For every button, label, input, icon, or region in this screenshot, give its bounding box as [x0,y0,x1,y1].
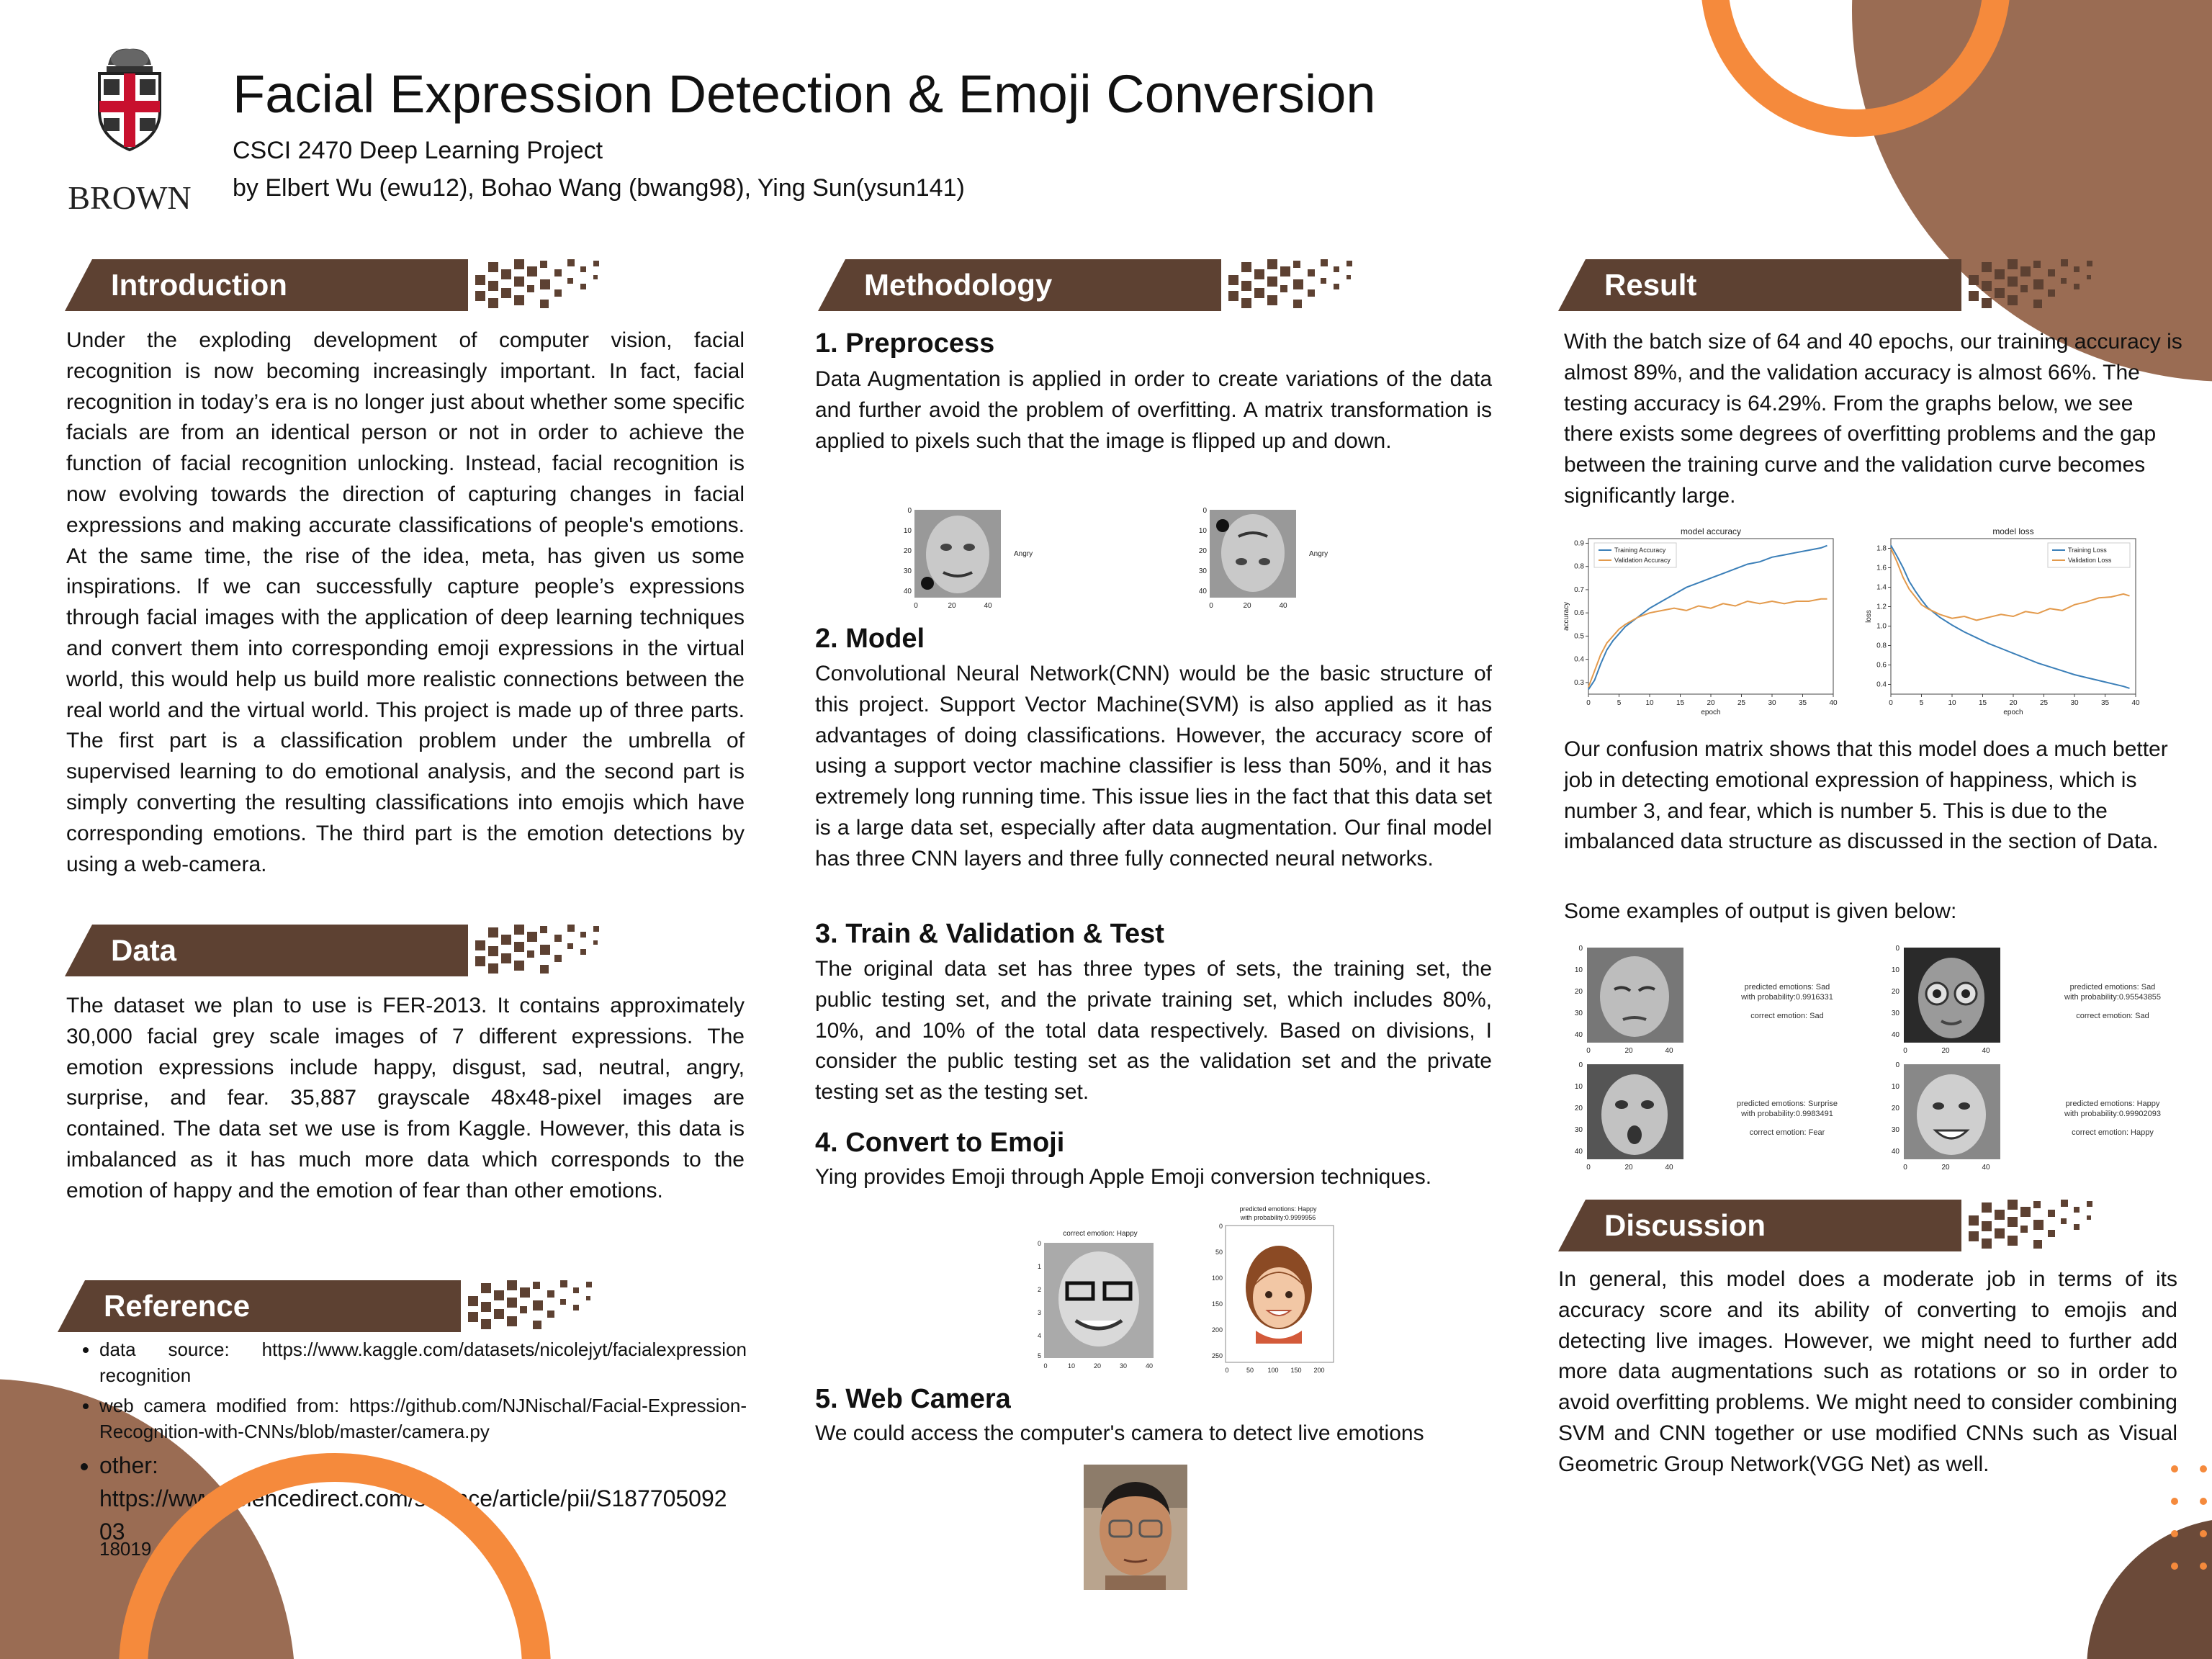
svg-text:40: 40 [1982,1047,1990,1055]
model-heading: 2. Model [815,624,925,654]
pixel-pattern-decor [1221,259,1358,311]
section-title: Reference [104,1289,251,1323]
x-tick-label: 5 [1919,699,1924,707]
svg-text:20: 20 [903,547,912,555]
svg-text:30: 30 [1574,1126,1583,1134]
x-tick-label: 40 [1829,699,1838,707]
accuracy-chart [1561,524,1849,726]
svg-text:0: 0 [907,507,912,515]
svg-text:0: 0 [1578,1061,1583,1069]
svg-text:200: 200 [1211,1326,1223,1334]
x-axis-label: epoch [1701,709,1721,716]
svg-text:correct emotion: Sad: correct emotion: Sad [2076,1012,2149,1020]
webcam-photo [1084,1465,1187,1590]
svg-text:20: 20 [1574,988,1583,996]
chart-title: model loss [1992,526,2034,536]
x-tick-label: 40 [2131,699,2140,707]
svg-text:0: 0 [1895,1061,1899,1069]
discussion-text: In general, this model does a moderate job in terms of its accuracy score and its ability of converting to emojis and detecting live images. However, we might need to further add more data augmentations such as rotations or so in order to avoid overfitting problems. We might need to consider combining SVM and CNN together or use modified CNNs such as Visual Geometric Group Network(VGG Net) as well. [1558,1267,2177,1476]
y-tick-label: 0.8 [1876,642,1887,650]
section-header-methodology [818,259,1365,311]
x-tick-label: 30 [1768,699,1776,707]
train-heading: 3. Train & Validation & Test [815,919,1164,949]
output-example [1892,945,2161,1055]
y-tick-label: 0.8 [1574,562,1584,571]
emoji-conversion-figure [1030,1202,1346,1382]
y-tick-label: 0.5 [1574,632,1584,641]
svg-text:Angry: Angry [1014,550,1033,558]
section-title: Introduction [111,268,287,302]
svg-text:30: 30 [1891,1010,1899,1017]
svg-text:1: 1 [1037,1263,1041,1270]
pixel-pattern-decor [461,1280,598,1332]
svg-text:correct emotion: Fear: correct emotion: Fear [1749,1128,1825,1137]
svg-text:20: 20 [1574,1105,1583,1112]
x-tick-label: 15 [1676,699,1685,707]
svg-text:20: 20 [1624,1047,1633,1055]
legend-label: Validation Loss [2068,557,2112,564]
svg-text:predicted emotions: Surprise: predicted emotions: Surprise [1736,1100,1838,1108]
svg-text:10: 10 [1067,1362,1076,1370]
x-tick-label: 20 [1707,699,1715,707]
emoji-text: Ying provides Emoji through Apple Emoji conversion techniques. [815,1165,1432,1189]
svg-text:30: 30 [903,567,912,575]
svg-text:30: 30 [1119,1362,1128,1370]
reference-tail: 18019 [99,1538,152,1560]
svg-text:40: 40 [1891,1148,1899,1156]
svg-text:10: 10 [903,527,912,535]
section-header-introduction [65,259,612,311]
svg-text:20: 20 [1941,1047,1950,1055]
loss-chart [1863,524,2152,726]
x-tick-label: 10 [1948,699,1956,707]
svg-text:with probability:0.99902093: with probability:0.99902093 [2064,1110,2161,1118]
introduction-text: Under the exploding development of computer vision, facial recognition is now becoming increasingly important. In fact, facial recognition in today’s era is no longer just about whether some specific facials are from an identical person or not in order to achieve the function of facial recognition unlocking. Instead, facial recognition is now evolving towards the direction of capturing changes in facial expressions and making accurate classifications of people's emotions. At the same time, the rise of the idea, meta, has given us some inspirations. If we can successfully capture people’s expressions through facial images with the application of deep learning techniques and convert them into corresponding emoji expressions in the virtual world, this would help us build more realistic connections between the real world and the virtual world. This project is made up of three parts. The first part is a classification problem under the umbrella of supervised learning to do emotional analysis, and the second part is simply converting the resulting classifications into emojis which have corresponding emotions. The third part is the emotion detections by using a web-camera. [66,328,745,876]
x-tick-label: 15 [1978,699,1987,707]
svg-text:0: 0 [1209,602,1213,610]
reference-item: • web camera modified from: https://github.com/NJNischal/Facial-Expression-Recognition-with-CNNs/blob/master/camera.py [99,1393,747,1444]
x-tick-label: 0 [1889,699,1893,707]
svg-text:20: 20 [1093,1362,1102,1370]
section-header-reference [58,1280,605,1332]
y-tick-label: 0.7 [1574,585,1584,594]
svg-text:150: 150 [1211,1300,1223,1308]
legend-label: Training Loss [2068,547,2107,554]
poster-authors: by Elbert Wu (ewu12), Bohao Wang (bwang98), Ying Sun(ysun141) [233,174,965,202]
y-tick-label: 0.4 [1574,655,1584,664]
brown-university-logo [50,43,209,216]
svg-text:correct emotion: Sad: correct emotion: Sad [1750,1012,1824,1020]
y-tick-label: 1.8 [1876,544,1887,553]
svg-text:10: 10 [1891,1083,1899,1091]
preprocess-figure-flipped [1194,504,1338,613]
pixel-pattern-decor [468,925,605,976]
reference-item: • data source: https://www.kaggle.com/datasets/nicolejyt/facialexpression recognition [99,1336,747,1388]
svg-text:0: 0 [1225,1367,1229,1374]
preprocess-text: Data Augmentation is applied in order to create variations of the data and further avoid the problem of overfitting. A matrix transformation is applied to pixels such that the image is flipped up and down. [815,367,1492,453]
svg-text:0: 0 [1903,1164,1907,1172]
svg-text:10: 10 [1198,527,1207,535]
svg-text:40: 40 [903,588,912,595]
svg-text:predicted emotions: Happy: predicted emotions: Happy [1239,1205,1317,1213]
svg-text:Angry: Angry [1309,550,1328,558]
section-header-result [1558,259,2105,311]
result-text-1: With the batch size of 64 and 40 epochs, our training accuracy is almost 89%, and the validation accuracy is almost 66%. The testing accuracy is 64.29%. From the graphs below, we see there exists some degrees of overfitting problems and the gap between the training curve and the validation curve becomes significantly large. [1564,330,2182,508]
svg-text:with probability:0.95543855: with probability:0.95543855 [2064,993,2161,1002]
y-axis-label: loss [1865,610,1873,623]
svg-text:20: 20 [1941,1164,1950,1172]
svg-text:predicted emotions: Sad: predicted emotions: Sad [2069,983,2156,992]
output-example [1575,945,1833,1055]
svg-text:250: 250 [1211,1352,1223,1359]
model-text: Convolutional Neural Network(CNN) would be the basic structure of this project. Support Vector Machine(SVM) is also applied as it has advantages of doing classifications. However, the accuracy score of using a support vector machine classifier is less than 50%, and it has extremely long running time. This issue lies in the fact that this data set is a large data set, especially after data augmentation. Our final model has three CNN layers and three fully connected neural networks. [815,662,1492,871]
svg-text:0: 0 [914,602,918,610]
x-tick-label: 30 [2070,699,2079,707]
pixel-pattern-decor [1961,1200,2098,1251]
legend-label: Training Accuracy [1614,547,1666,554]
section-title: Data [111,933,177,967]
train-text: The original data set has three types of sets, the training set, the public testing set, and the private training set, which includes 80%, 10%, and 10% of the total data respectively. Based on divisions, I consider the public testing set as the validation set and the private testing set as the testing set. [815,957,1492,1105]
y-tick-label: 1.0 [1876,622,1887,631]
poster-subtitle: CSCI 2470 Deep Learning Project [233,137,603,164]
legend-label: Validation Accuracy [1614,557,1671,564]
svg-text:10: 10 [1574,1083,1583,1091]
svg-text:40: 40 [1665,1047,1673,1055]
x-tick-label: 5 [1617,699,1622,707]
svg-text:20: 20 [1624,1164,1633,1172]
svg-text:40: 40 [1982,1164,1990,1172]
svg-text:50: 50 [1215,1249,1223,1256]
webcam-heading: 5. Web Camera [815,1384,1011,1414]
logo-wordmark: BROWN [68,179,192,216]
svg-text:with probability:0.9983491: with probability:0.9983491 [1741,1110,1833,1118]
svg-text:10: 10 [1891,966,1899,974]
svg-text:correct emotion: Happy: correct emotion: Happy [2072,1128,2154,1137]
x-tick-label: 35 [1798,699,1807,707]
svg-text:50: 50 [1246,1367,1254,1374]
svg-text:150: 150 [1290,1367,1302,1374]
svg-text:3: 3 [1037,1309,1041,1316]
svg-text:predicted emotions: Sad: predicted emotions: Sad [1744,983,1830,992]
svg-text:40: 40 [1574,1148,1583,1156]
svg-text:0: 0 [1578,945,1583,953]
svg-text:4: 4 [1037,1332,1041,1339]
svg-text:30: 30 [1574,1010,1583,1017]
svg-text:30: 30 [1198,567,1207,575]
output-example [1892,1061,2161,1172]
preprocess-heading: 1. Preprocess [815,328,995,359]
svg-text:0: 0 [1202,507,1207,515]
x-tick-label: 25 [2039,699,2049,707]
x-tick-label: 25 [1737,699,1746,707]
svg-text:40: 40 [984,602,992,610]
section-title: Result [1604,268,1697,302]
svg-text:0: 0 [1586,1047,1591,1055]
output-example [1575,1061,1838,1172]
y-axis-label: accuracy [1563,601,1570,631]
x-axis-label: epoch [2003,709,2023,716]
svg-text:40: 40 [1891,1031,1899,1039]
y-tick-label: 0.6 [1876,661,1887,670]
svg-text:40: 40 [1198,588,1207,595]
x-tick-label: 0 [1586,699,1591,707]
section-title: Discussion [1604,1208,1766,1242]
y-tick-label: 1.6 [1876,564,1887,572]
svg-text:0: 0 [1895,945,1899,953]
result-text-2: Our confusion matrix shows that this model does a much better job in detecting emotional expression of happiness, which is number 3, and fear, which is number 5. This is due to the imbalanced data structure as discussed in the section of Data. [1564,737,2168,854]
y-tick-label: 0.9 [1574,539,1584,548]
svg-text:40: 40 [1574,1031,1583,1039]
svg-text:100: 100 [1211,1274,1223,1282]
y-tick-label: 0.6 [1574,609,1584,618]
svg-text:100: 100 [1267,1367,1279,1374]
svg-text:20: 20 [1198,547,1207,555]
data-text: The dataset we plan to use is FER-2013. It contains approximately 30,000 facial grey scale images of 7 different expressions. The emotion expressions include happy, disgust, sad, neutral, angry, surprise, and fear. 35,887 grayscale 48x48-pixel images are contained. The data set we use is from Kaggle. However, this data is imbalanced as it has much more data which corresponds to the emotion of happy and the emotion of fear than other emotions. [66,994,745,1202]
result-text-3: Some examples of output is given below: [1564,899,1957,923]
svg-text:predicted emotions: Happy: predicted emotions: Happy [2065,1100,2160,1108]
section-header-discussion [1558,1200,2105,1251]
svg-text:20: 20 [1891,988,1899,996]
preprocess-figure-original [899,504,1043,613]
svg-text:10: 10 [1574,966,1583,974]
svg-text:0: 0 [1903,1047,1907,1055]
pixel-pattern-decor [1961,259,2098,311]
emoji-heading: 4. Convert to Emoji [815,1128,1065,1158]
chart-title: model accuracy [1680,526,1742,536]
svg-text:40: 40 [1665,1164,1673,1172]
x-tick-label: 20 [2009,699,2018,707]
y-tick-label: 1.4 [1876,583,1887,592]
svg-text:0: 0 [1218,1223,1223,1230]
x-tick-label: 10 [1645,699,1654,707]
svg-text:30: 30 [1891,1126,1899,1134]
svg-text:40: 40 [1145,1362,1154,1370]
y-tick-label: 0.4 [1876,680,1887,689]
webcam-text: We could access the computer's camera to detect live emotions [815,1421,1424,1445]
section-title: Methodology [864,268,1053,302]
svg-text:0: 0 [1586,1164,1591,1172]
x-tick-label: 35 [2100,699,2110,707]
section-header-data [65,925,612,976]
svg-text:20: 20 [1891,1105,1899,1112]
svg-text:with probability:0.9999956: with probability:0.9999956 [1240,1214,1316,1221]
svg-text:with probability:0.9916331: with probability:0.9916331 [1741,993,1833,1002]
svg-text:20: 20 [1243,602,1251,610]
svg-text:0: 0 [1037,1240,1041,1247]
svg-text:20: 20 [948,602,956,610]
svg-text:2: 2 [1037,1286,1041,1293]
svg-text:5: 5 [1037,1352,1041,1359]
y-tick-label: 1.2 [1876,603,1887,611]
svg-text:correct emotion: Happy: correct emotion: Happy [1063,1230,1138,1238]
svg-text:200: 200 [1313,1367,1325,1374]
svg-text:0: 0 [1043,1362,1048,1370]
svg-text:40: 40 [1279,602,1287,610]
y-tick-label: 0.3 [1574,678,1584,687]
reference-item: • other: https://www.sciencedirect.com/science/article/pii/S187705092 03 [99,1449,747,1548]
pixel-pattern-decor [468,259,605,311]
output-examples-figure [1563,943,2182,1174]
poster-title: Facial Expression Detection & Emoji Conversion [233,64,1376,124]
